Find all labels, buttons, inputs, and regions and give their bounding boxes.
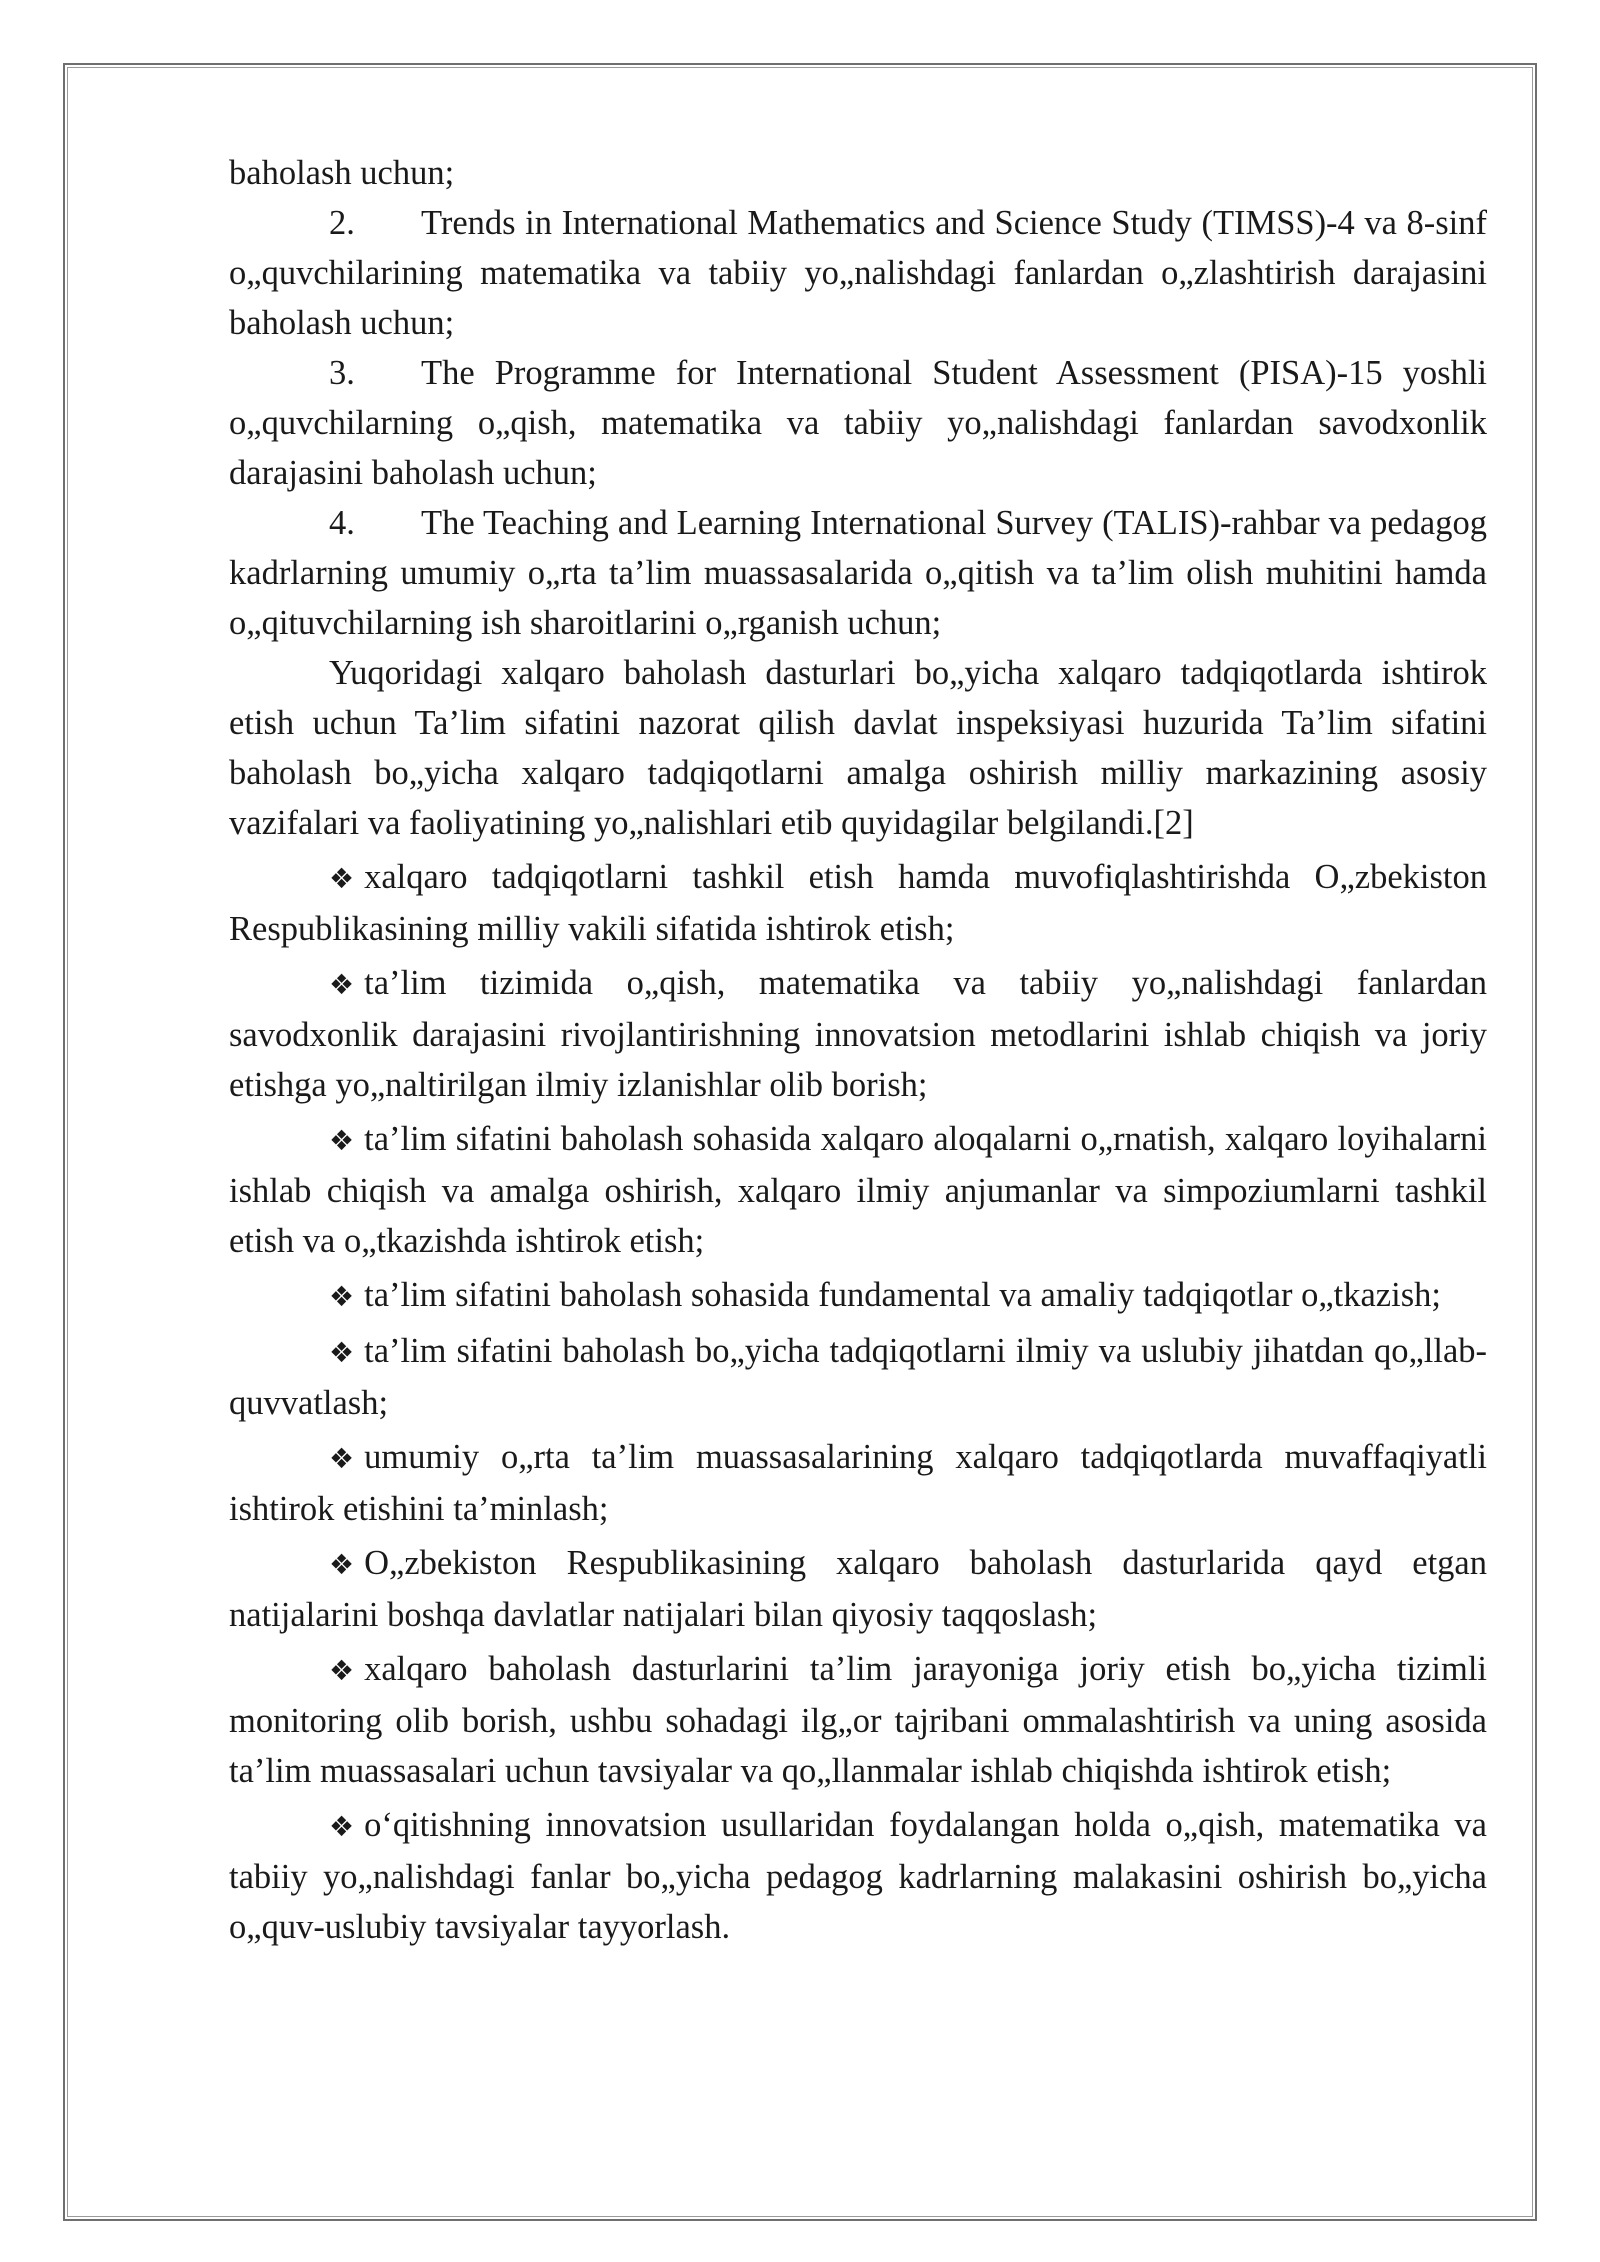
- numbered-item-4: [229, 498, 1487, 648]
- bullet-text: xalqaro baholash dasturlarini ta’lim jarayoniga joriy etish bo„yicha tizimli monitoring olib borish, ushbu sohadagi ilg„or tajribani ommalashtirish va uning asosida ta’lim muassasalari uchun tavsiyalar va qo„llanmalar ishlab chiqishda ishtirok etish;: [229, 1650, 1487, 1790]
- item-text: The Programme for International Student Assessment (PISA)-15 yoshli o„quvchilarning o„qish, matematika va tabiiy yo„nalishdagi fanlardan savodxonlik darajasini baholash uchun;: [229, 354, 1487, 492]
- item-number: 2.: [329, 204, 355, 242]
- bullet-text: o‘qitishning innovatsion usullaridan foydalangan holda o„qish, matematika va tabiiy yo„nalishdagi fanlar bo„yicha pedagog kadrlarning malakasini oshirish bo„yicha o„quv-uslubiy tavsiyalar tayyorlash.: [229, 1806, 1487, 1946]
- document-body: [229, 148, 1487, 1956]
- diamond-bullet-icon: ❖: [329, 1810, 355, 1843]
- bullet-item: [229, 958, 1487, 1110]
- bullet-text: O„zbekiston Respublikasining xalqaro baholash dasturlarida qayd etgan natijalarini boshqa davlatlar natijalari bilan qiyosiy taqqoslash;: [229, 1544, 1487, 1634]
- diamond-bullet-icon: ❖: [329, 1280, 355, 1313]
- diamond-bullet-icon: ❖: [329, 862, 355, 895]
- bullet-item: [229, 1326, 1487, 1428]
- bullet-text: ta’lim sifatini baholash bo„yicha tadqiqotlarni ilmiy va uslubiy jihatdan qo„llab-quvvatlash;: [229, 1332, 1487, 1422]
- bullet-text: umumiy o„rta ta’lim muassasalarining xalqaro tadqiqotlarda muvaffaqiyatli ishtirok etishini ta’minlash;: [229, 1438, 1487, 1528]
- diamond-bullet-icon: ❖: [329, 1654, 355, 1687]
- intro-paragraph: Yuqoridagi xalqaro baholash dasturlari bo„yicha xalqaro tadqiqotlarda ishtirok etish uchun Ta’lim sifatini nazorat qilish davlat inspeksiyasi huzurida Ta’lim sifatini baholash bo„yicha xalqaro tadqiqotlarni amalga oshirish milliy markazining asosiy vazifalari va faoliyatining yo„nalishlari etib quyidagilar belgilandi.[2]: [229, 654, 1487, 842]
- diamond-bullet-icon: ❖: [329, 1336, 355, 1369]
- bullet-text: ta’lim sifatini baholash sohasida xalqaro aloqalarni o„rnatish, xalqaro loyihalarni ishlab chiqish va amalga oshirish, xalqaro ilmiy anjumanlar va simpoziumlarni tashkil etish va o„tkazishda ishtirok etish;: [229, 1120, 1487, 1260]
- diamond-bullet-icon: ❖: [329, 1548, 355, 1581]
- bullet-item: [229, 852, 1487, 954]
- item-number: 4.: [329, 504, 355, 542]
- bullet-text: xalqaro tadqiqotlarni tashkil etish hamda muvofiqlashtirishda O„zbekiston Respublikasining milliy vakili sifatida ishtirok etish;: [229, 858, 1487, 948]
- item-text: The Teaching and Learning International Survey (TALIS)-rahbar va pedagog kadrlarning umumiy o„rta ta’lim muassasalarida o„qitish va ta’lim olish muhitini hamda o„qituvchilarning ish sharoitlarini o„rganish uchun;: [229, 504, 1487, 642]
- numbered-item-2: [229, 198, 1487, 348]
- bullet-item: [229, 1270, 1487, 1322]
- diamond-bullet-icon: ❖: [329, 1124, 355, 1157]
- bullet-text: ta’lim sifatini baholash sohasida fundamental va amaliy tadqiqotlar o„tkazish;: [364, 1276, 1441, 1314]
- bullet-item: [229, 1800, 1487, 1952]
- item-number: 3.: [329, 354, 355, 392]
- numbered-item-3: [229, 348, 1487, 498]
- bullet-item: [229, 1538, 1487, 1640]
- continuation-line: baholash uchun;: [229, 154, 455, 192]
- bullet-item: [229, 1644, 1487, 1796]
- bullet-text: ta’lim tizimida o„qish, matematika va tabiiy yo„nalishdagi fanlardan savodxonlik darajasini rivojlantirishning innovatsion metodlarini ishlab chiqish va joriy etishga yo„naltirilgan ilmiy izlanishlar olib borish;: [229, 964, 1487, 1104]
- diamond-bullet-icon: ❖: [329, 968, 355, 1001]
- diamond-bullet-icon: ❖: [329, 1442, 355, 1475]
- item-text: Trends in International Mathematics and Science Study (TIMSS)-4 va 8-sinf o„quvchilarining matematika va tabiiy yo„nalishdagi fanlardan o„zlashtirish darajasini baholash uchun;: [229, 204, 1487, 342]
- bullet-item: [229, 1114, 1487, 1266]
- bullet-item: [229, 1432, 1487, 1534]
